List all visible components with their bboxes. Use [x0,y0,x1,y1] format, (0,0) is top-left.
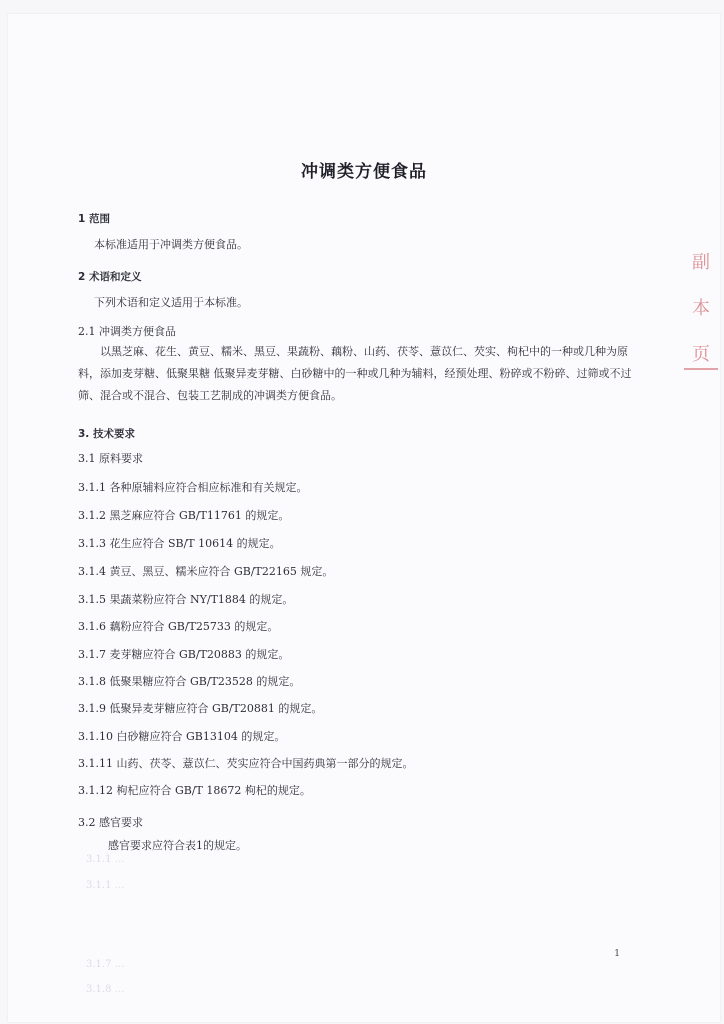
section-2-text: 下列术语和定义适用于本标准。 [94,296,248,309]
clause-3-1-7: 3.1.7 麦芽糖应符合 GB/T20883 的规定。 [78,648,290,661]
document-title: 冲调类方便食品 [301,162,427,182]
section-2-1-heading: 2.1 冲调类方便食品 [78,325,176,338]
bleed-through-text: 3.1.7 … [86,959,125,970]
clause-3-1-3: 3.1.3 花生应符合 SB/T 10614 的规定。 [78,537,281,550]
clause-3-1-11: 3.1.11 山药、茯苓、薏苡仁、芡实应符合中国药典第一部分的规定。 [78,757,414,770]
seal-stamp: 副 本 页 [692,252,710,365]
bleed-through-text: 3.1.8 … [86,984,125,995]
section-1-heading: 1 范围 [78,213,110,225]
clause-3-1-6: 3.1.6 藕粉应符合 GB/T25733 的规定。 [78,620,279,633]
section-3-1-heading: 3.1 原料要求 [78,452,143,465]
clause-3-1-8: 3.1.8 低聚果糖应符合 GB/T23528 的规定。 [78,675,301,688]
bleed-through-text: 3.1.1 … [86,880,125,891]
section-3-heading: 3. 技术要求 [78,428,135,440]
clause-3-1-5: 3.1.5 果蔬菜粉应符合 NY/T1884 的规定。 [78,593,294,606]
clause-3-1-9: 3.1.9 低聚异麦芽糖应符合 GB/T20881 的规定。 [78,702,323,715]
section-1-text: 本标准适用于冲调类方便食品。 [94,238,248,251]
section-2-1-text: 以黑芝麻、花生、黄豆、糯米、黑豆、果蔬粉、藕粉、山药、茯苓、薏苡仁、芡实、枸杞中的一种或几种为原料，添加麦芽糖、低聚果糖 低聚异麦芽糖、白砂糖中的一种或几种为辅料，经预处理、粉碎或不粉碎、过筛或不过筛、混合或不混合、包装工艺制成的冲调类方便食品。 [78,345,632,402]
section-3-2-heading: 3.2 感官要求 [78,816,143,829]
document-page [8,14,720,1022]
clause-3-1-1: 3.1.1 各种原辅料应符合相应标准和有关规定。 [78,481,308,494]
page-number: 1 [614,949,620,959]
stamp-mark [684,368,718,370]
section-2-heading: 2 术语和定义 [78,271,142,283]
clause-3-1-10: 3.1.10 白砂糖应符合 GB13104 的规定。 [78,730,286,743]
clause-3-1-12: 3.1.12 枸杞应符合 GB/T 18672 枸杞的规定。 [78,784,311,797]
clause-3-1-4: 3.1.4 黄豆、黑豆、糯米应符合 GB/T22165 规定。 [78,565,334,578]
bleed-through-text: 3.1.1 … [86,854,125,865]
clause-3-1-2: 3.1.2 黑芝麻应符合 GB/T11761 的规定。 [78,509,290,522]
section-3-2-text: 感官要求应符合表1的规定。 [108,839,247,852]
